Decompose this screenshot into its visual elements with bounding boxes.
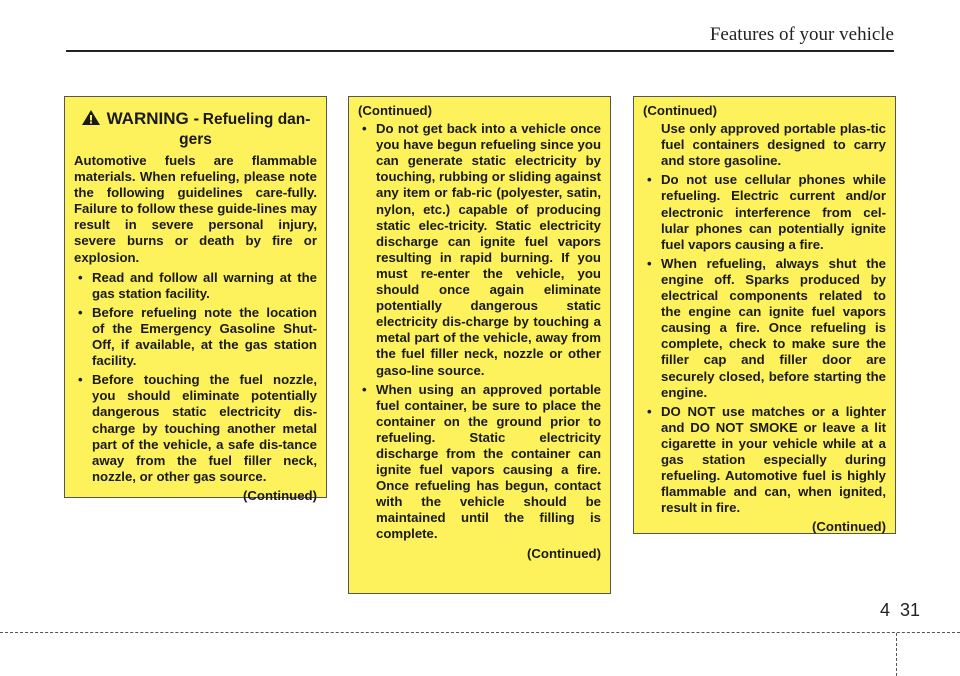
bullet-item: • Do not get back into a vehicle once you have begun refueling since you can generate static electricity by touching, rubbing or sliding against any item or fab-ric (polyester, satin, nylon, etc.) capable of producing static elec-tricity. Static electricity discharge can ignite fuel vapors resulting in rapid burning. If you must re-enter the vehicle, you should once again eliminate potentially dangerous static electricity dis-charge by touching a metal part of the vehicle, away from the fuel filler neck, nozzle or other gaso-line source.	[358, 121, 601, 379]
continued-label: (Continued)	[243, 487, 317, 503]
continued-label: (Continued)	[812, 519, 886, 535]
bullet-item: • When using an approved portable fuel container, be sure to place the container on the ground prior to refueling. Static electricity discharge from the container can ignite fuel vapors causing a fire. Once refueling has begun, contact with the vehicle should be maintained until the filling is complete.	[358, 382, 601, 543]
continued-label-top: (Continued)	[358, 103, 432, 118]
chapter-number: 4	[880, 600, 891, 620]
carry-over-text: Use only approved portable plas-tic fuel containers designed to carry and store gasoline.	[661, 121, 886, 169]
warning-bullet-list	[643, 172, 886, 516]
warning-triangle-icon	[81, 109, 101, 131]
bullet-item: • When refueling, always shut the engine off. Sparks produced by electrical components related to the engine can ignite fuel vapors causing a fire. Once refueling is complete, check to make sure the filler cap and filler door are securely closed, before starting the engine.	[643, 256, 886, 401]
header-rule	[66, 50, 894, 52]
bullet-item: • Read and follow all warning at the gas station facility.	[74, 270, 317, 302]
footer-rule	[0, 632, 960, 633]
warning-box-continued-1	[348, 96, 611, 594]
continued-label-top: (Continued)	[643, 103, 717, 118]
footer-divider	[896, 633, 897, 676]
bullet-item: • Before refueling note the location of the Emergency Gasoline Shut-Off, if available, at the gas station facility.	[74, 305, 317, 369]
warning-intro: Automotive fuels are flammable materials. When refueling, please note the following guidelines care-fully. Failure to follow these guide-lines may result in severe personal injury, severe burns or death by fire or explosion.	[74, 153, 317, 265]
page-header-title: Features of your vehicle	[709, 24, 894, 45]
page-number: 31	[900, 600, 921, 620]
warning-box-continued-2	[633, 96, 896, 534]
bullet-item: • Do not use cellular phones while refueling. Electric current and/or electronic interference from cel-lular phones can potentially ignite fuel vapors causing a fire.	[643, 172, 886, 252]
warning-box-refueling	[64, 96, 327, 503]
warning-word: WARNING -	[106, 109, 200, 128]
bullet-item: • DO NOT use matches or a lighter and DO NOT SMOKE or leave a lit cigarette in your vehicle while at a gas station especially during refueling. Automotive fuel is highly flammable and can, when ignited, result in fire.	[643, 404, 886, 517]
warning-heading	[74, 109, 317, 149]
warning-bullet-list	[74, 270, 317, 485]
bullet-item: • Before touching the fuel nozzle, you should eliminate potentially dangerous static electricity dis-charge by touching another metal part of the vehicle, a safe dis-tance away from the fuel filler neck, nozzle, or other gas source.	[74, 372, 317, 485]
continued-label: (Continued)	[527, 545, 601, 561]
warning-bullet-list	[358, 121, 601, 542]
warning-title: Refueling dan-gers	[179, 111, 311, 148]
